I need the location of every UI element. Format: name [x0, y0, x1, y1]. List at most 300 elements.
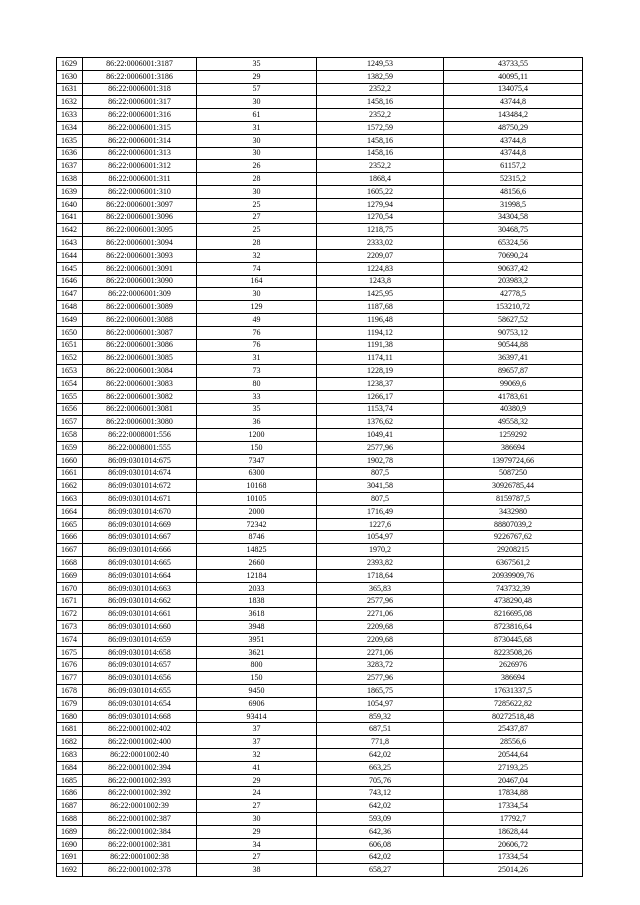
cadastral-number: 86:22:0001002:392 — [83, 787, 197, 800]
row-number: 1687 — [57, 800, 83, 813]
table-row — [57, 710, 583, 723]
table-row — [57, 493, 583, 506]
row-number: 1660 — [57, 454, 83, 467]
row-number: 1689 — [57, 825, 83, 838]
cadastral-number: 86:22:0001002:378 — [83, 864, 197, 877]
cadastral-number: 86:22:0001002:393 — [83, 774, 197, 787]
cadastral-number: 86:22:0006001:314 — [83, 134, 197, 147]
row-number: 1692 — [57, 864, 83, 877]
table-row — [57, 800, 583, 813]
cadastral-value-cell: 4738290,48 — [444, 595, 583, 608]
unit-value-cell: 663,25 — [317, 761, 444, 774]
unit-value-cell: 1376,62 — [317, 416, 444, 429]
cadastral-number: 86:09:0301014:663 — [83, 582, 197, 595]
unit-value-cell: 1902,78 — [317, 454, 444, 467]
table-row — [57, 736, 583, 749]
parcel-table — [56, 57, 583, 877]
unit-value-cell: 1605,22 — [317, 185, 444, 198]
row-number: 1670 — [57, 582, 83, 595]
unit-value-cell: 2271,06 — [317, 646, 444, 659]
area-cell: 37 — [197, 723, 317, 736]
unit-value-cell: 2209,68 — [317, 621, 444, 634]
area-cell: 10105 — [197, 493, 317, 506]
cadastral-number: 86:22:0006001:3093 — [83, 249, 197, 262]
table-row — [57, 787, 583, 800]
cadastral-number: 86:22:0006001:3095 — [83, 224, 197, 237]
table-row — [57, 851, 583, 864]
area-cell: 34 — [197, 838, 317, 851]
cadastral-number: 86:22:0001002:402 — [83, 723, 197, 736]
table-row — [57, 582, 583, 595]
area-cell: 2000 — [197, 505, 317, 518]
row-number: 1642 — [57, 224, 83, 237]
area-cell: 1838 — [197, 595, 317, 608]
unit-value-cell: 1718,64 — [317, 569, 444, 582]
cadastral-number: 86:09:0301014:674 — [83, 467, 197, 480]
table-row — [57, 224, 583, 237]
cadastral-value-cell: 88807039,2 — [444, 518, 583, 531]
unit-value-cell: 1227,6 — [317, 518, 444, 531]
cadastral-value-cell: 89657,87 — [444, 365, 583, 378]
cadastral-value-cell: 134075,4 — [444, 83, 583, 96]
cadastral-number: 86:09:0301014:670 — [83, 505, 197, 518]
table-row — [57, 365, 583, 378]
cadastral-value-cell: 90753,12 — [444, 326, 583, 339]
unit-value-cell: 3041,58 — [317, 480, 444, 493]
area-cell: 38 — [197, 864, 317, 877]
table-row — [57, 416, 583, 429]
cadastral-number: 86:22:0006001:3090 — [83, 275, 197, 288]
area-cell: 2660 — [197, 557, 317, 570]
table-row — [57, 429, 583, 442]
cadastral-number: 86:09:0301014:657 — [83, 659, 197, 672]
unit-value-cell: 2209,07 — [317, 249, 444, 262]
cadastral-value-cell: 6367561,2 — [444, 557, 583, 570]
cadastral-value-cell: 20467,04 — [444, 774, 583, 787]
unit-value-cell: 1153,74 — [317, 403, 444, 416]
cadastral-number: 86:22:0006001:309 — [83, 288, 197, 301]
cadastral-number: 86:09:0301014:656 — [83, 672, 197, 685]
unit-value-cell: 1572,59 — [317, 121, 444, 134]
unit-value-cell: 1279,94 — [317, 198, 444, 211]
table-row — [57, 109, 583, 122]
unit-value-cell: 2352,2 — [317, 109, 444, 122]
cadastral-value-cell: 203983,2 — [444, 275, 583, 288]
table-row — [57, 262, 583, 275]
area-cell: 14825 — [197, 544, 317, 557]
row-number: 1634 — [57, 121, 83, 134]
row-number: 1633 — [57, 109, 83, 122]
cadastral-value-cell: 29208215 — [444, 544, 583, 557]
row-number: 1656 — [57, 403, 83, 416]
area-cell: 26 — [197, 160, 317, 173]
area-cell: 29 — [197, 774, 317, 787]
cadastral-number: 86:22:0006001:317 — [83, 96, 197, 109]
table-row — [57, 160, 583, 173]
unit-value-cell: 2352,2 — [317, 160, 444, 173]
unit-value-cell: 807,5 — [317, 493, 444, 506]
table-row — [57, 83, 583, 96]
cadastral-number: 86:09:0301014:659 — [83, 633, 197, 646]
cadastral-value-cell: 25014,26 — [444, 864, 583, 877]
cadastral-number: 86:09:0301014:655 — [83, 685, 197, 698]
cadastral-value-cell: 7285622,82 — [444, 697, 583, 710]
row-number: 1684 — [57, 761, 83, 774]
parcel-table-body — [57, 58, 583, 877]
cadastral-value-cell: 43733,55 — [444, 58, 583, 71]
area-cell: 1200 — [197, 429, 317, 442]
area-cell: 25 — [197, 224, 317, 237]
cadastral-number: 86:22:0006001:3080 — [83, 416, 197, 429]
unit-value-cell: 1049,41 — [317, 429, 444, 442]
unit-value-cell: 1194,12 — [317, 326, 444, 339]
area-cell: 24 — [197, 787, 317, 800]
area-cell: 129 — [197, 301, 317, 314]
area-cell: 27 — [197, 851, 317, 864]
area-cell: 37 — [197, 736, 317, 749]
unit-value-cell: 2209,68 — [317, 633, 444, 646]
row-number: 1648 — [57, 301, 83, 314]
cadastral-number: 86:22:0006001:3091 — [83, 262, 197, 275]
area-cell: 6906 — [197, 697, 317, 710]
row-number: 1665 — [57, 518, 83, 531]
table-row — [57, 249, 583, 262]
row-number: 1632 — [57, 96, 83, 109]
area-cell: 12184 — [197, 569, 317, 582]
table-row — [57, 813, 583, 826]
area-cell: 61 — [197, 109, 317, 122]
area-cell: 6300 — [197, 467, 317, 480]
table-row — [57, 518, 583, 531]
cadastral-number: 86:22:0006001:3186 — [83, 70, 197, 83]
area-cell: 30 — [197, 185, 317, 198]
cadastral-number: 86:09:0301014:667 — [83, 531, 197, 544]
table-row — [57, 377, 583, 390]
unit-value-cell: 807,5 — [317, 467, 444, 480]
cadastral-value-cell: 386694 — [444, 672, 583, 685]
unit-value-cell: 2271,06 — [317, 608, 444, 621]
unit-value-cell: 687,51 — [317, 723, 444, 736]
row-number: 1631 — [57, 83, 83, 96]
row-number: 1681 — [57, 723, 83, 736]
cadastral-value-cell: 34304,58 — [444, 211, 583, 224]
cadastral-number: 86:22:0001002:40 — [83, 749, 197, 762]
row-number: 1666 — [57, 531, 83, 544]
cadastral-number: 86:22:0006001:313 — [83, 147, 197, 160]
cadastral-number: 86:22:0006001:3087 — [83, 326, 197, 339]
cadastral-number: 86:22:0006001:3089 — [83, 301, 197, 314]
unit-value-cell: 2352,2 — [317, 83, 444, 96]
cadastral-value-cell: 743732,39 — [444, 582, 583, 595]
table-row — [57, 749, 583, 762]
area-cell: 72342 — [197, 518, 317, 531]
unit-value-cell: 1868,4 — [317, 173, 444, 186]
cadastral-number: 86:22:0001002:384 — [83, 825, 197, 838]
table-row — [57, 134, 583, 147]
cadastral-value-cell: 20544,64 — [444, 749, 583, 762]
unit-value-cell: 1191,38 — [317, 339, 444, 352]
unit-value-cell: 2393,82 — [317, 557, 444, 570]
table-row — [57, 339, 583, 352]
area-cell: 150 — [197, 441, 317, 454]
area-cell: 30 — [197, 96, 317, 109]
area-cell: 3621 — [197, 646, 317, 659]
unit-value-cell: 1218,75 — [317, 224, 444, 237]
cadastral-value-cell: 17631337,5 — [444, 685, 583, 698]
cadastral-value-cell: 52315,2 — [444, 173, 583, 186]
cadastral-value-cell: 27193,25 — [444, 761, 583, 774]
row-number: 1657 — [57, 416, 83, 429]
unit-value-cell: 365,83 — [317, 582, 444, 595]
cadastral-value-cell: 40095,11 — [444, 70, 583, 83]
row-number: 1650 — [57, 326, 83, 339]
unit-value-cell: 606,08 — [317, 838, 444, 851]
row-number: 1662 — [57, 480, 83, 493]
unit-value-cell: 1458,16 — [317, 96, 444, 109]
row-number: 1678 — [57, 685, 83, 698]
row-number: 1688 — [57, 813, 83, 826]
area-cell: 93414 — [197, 710, 317, 723]
unit-value-cell: 2577,96 — [317, 595, 444, 608]
cadastral-number: 86:22:0006001:3083 — [83, 377, 197, 390]
table-row — [57, 352, 583, 365]
cadastral-value-cell: 2626976 — [444, 659, 583, 672]
table-row — [57, 147, 583, 160]
cadastral-value-cell: 42778,5 — [444, 288, 583, 301]
area-cell: 7347 — [197, 454, 317, 467]
cadastral-value-cell: 386694 — [444, 441, 583, 454]
cadastral-value-cell: 49558,32 — [444, 416, 583, 429]
table-row — [57, 288, 583, 301]
cadastral-number: 86:22:0008001:556 — [83, 429, 197, 442]
unit-value-cell: 642,02 — [317, 800, 444, 813]
row-number: 1630 — [57, 70, 83, 83]
row-number: 1635 — [57, 134, 83, 147]
row-number: 1645 — [57, 262, 83, 275]
area-cell: 9450 — [197, 685, 317, 698]
row-number: 1674 — [57, 633, 83, 646]
row-number: 1640 — [57, 198, 83, 211]
unit-value-cell: 1865,75 — [317, 685, 444, 698]
cadastral-number: 86:22:0006001:3088 — [83, 313, 197, 326]
row-number: 1651 — [57, 339, 83, 352]
row-number: 1667 — [57, 544, 83, 557]
cadastral-number: 86:22:0006001:311 — [83, 173, 197, 186]
row-number: 1658 — [57, 429, 83, 442]
unit-value-cell: 1970,2 — [317, 544, 444, 557]
area-cell: 41 — [197, 761, 317, 774]
table-row — [57, 313, 583, 326]
table-row — [57, 390, 583, 403]
cadastral-value-cell: 30926785,44 — [444, 480, 583, 493]
table-row — [57, 58, 583, 71]
cadastral-value-cell: 58627,52 — [444, 313, 583, 326]
area-cell: 73 — [197, 365, 317, 378]
cadastral-number: 86:22:0006001:3094 — [83, 237, 197, 250]
cadastral-value-cell: 17834,88 — [444, 787, 583, 800]
cadastral-value-cell: 90637,42 — [444, 262, 583, 275]
table-row — [57, 557, 583, 570]
cadastral-number: 86:09:0301014:664 — [83, 569, 197, 582]
cadastral-value-cell: 28556,6 — [444, 736, 583, 749]
table-row — [57, 621, 583, 634]
area-cell: 30 — [197, 288, 317, 301]
area-cell: 57 — [197, 83, 317, 96]
row-number: 1646 — [57, 275, 83, 288]
cadastral-value-cell: 18628,44 — [444, 825, 583, 838]
cadastral-number: 86:09:0301014:660 — [83, 621, 197, 634]
row-number: 1683 — [57, 749, 83, 762]
cadastral-value-cell: 17334,54 — [444, 851, 583, 864]
table-row — [57, 480, 583, 493]
cadastral-number: 86:09:0301014:661 — [83, 608, 197, 621]
cadastral-value-cell: 90544,88 — [444, 339, 583, 352]
area-cell: 800 — [197, 659, 317, 672]
cadastral-number: 86:22:0001002:394 — [83, 761, 197, 774]
row-number: 1685 — [57, 774, 83, 787]
table-row — [57, 198, 583, 211]
unit-value-cell: 2577,96 — [317, 441, 444, 454]
row-number: 1638 — [57, 173, 83, 186]
area-cell: 25 — [197, 198, 317, 211]
row-number: 1669 — [57, 569, 83, 582]
row-number: 1659 — [57, 441, 83, 454]
row-number: 1643 — [57, 237, 83, 250]
cadastral-value-cell: 41783,61 — [444, 390, 583, 403]
cadastral-value-cell: 5087250 — [444, 467, 583, 480]
row-number: 1664 — [57, 505, 83, 518]
cadastral-value-cell: 8216695,08 — [444, 608, 583, 621]
table-row — [57, 697, 583, 710]
table-row — [57, 531, 583, 544]
cadastral-value-cell: 17792,7 — [444, 813, 583, 826]
row-number: 1675 — [57, 646, 83, 659]
unit-value-cell: 1187,68 — [317, 301, 444, 314]
unit-value-cell: 1174,11 — [317, 352, 444, 365]
cadastral-value-cell: 99069,6 — [444, 377, 583, 390]
unit-value-cell: 1243,8 — [317, 275, 444, 288]
row-number: 1676 — [57, 659, 83, 672]
area-cell: 30 — [197, 134, 317, 147]
table-row — [57, 825, 583, 838]
row-number: 1663 — [57, 493, 83, 506]
cadastral-number: 86:09:0301014:666 — [83, 544, 197, 557]
table-row — [57, 121, 583, 134]
unit-value-cell: 1270,54 — [317, 211, 444, 224]
unit-value-cell: 1458,16 — [317, 134, 444, 147]
area-cell: 35 — [197, 58, 317, 71]
unit-value-cell: 1266,17 — [317, 390, 444, 403]
cadastral-value-cell: 80272518,48 — [444, 710, 583, 723]
area-cell: 80 — [197, 377, 317, 390]
row-number: 1639 — [57, 185, 83, 198]
table-row — [57, 838, 583, 851]
table-row — [57, 301, 583, 314]
row-number: 1644 — [57, 249, 83, 262]
row-number: 1661 — [57, 467, 83, 480]
cadastral-number: 86:22:0001002:39 — [83, 800, 197, 813]
cadastral-value-cell: 48750,29 — [444, 121, 583, 134]
table-row — [57, 544, 583, 557]
cadastral-number: 86:22:0001002:387 — [83, 813, 197, 826]
table-row — [57, 659, 583, 672]
cadastral-value-cell: 61157,2 — [444, 160, 583, 173]
unit-value-cell: 771,8 — [317, 736, 444, 749]
row-number: 1680 — [57, 710, 83, 723]
area-cell: 2033 — [197, 582, 317, 595]
row-number: 1654 — [57, 377, 83, 390]
cadastral-value-cell: 8159787,5 — [444, 493, 583, 506]
area-cell: 29 — [197, 70, 317, 83]
unit-value-cell: 1425,95 — [317, 288, 444, 301]
area-cell: 76 — [197, 326, 317, 339]
row-number: 1690 — [57, 838, 83, 851]
area-cell: 27 — [197, 211, 317, 224]
unit-value-cell: 1228,19 — [317, 365, 444, 378]
unit-value-cell: 1249,53 — [317, 58, 444, 71]
table-row — [57, 173, 583, 186]
cadastral-value-cell: 65324,56 — [444, 237, 583, 250]
area-cell: 8746 — [197, 531, 317, 544]
row-number: 1679 — [57, 697, 83, 710]
area-cell: 28 — [197, 173, 317, 186]
cadastral-number: 86:09:0301014:671 — [83, 493, 197, 506]
table-row — [57, 685, 583, 698]
area-cell: 31 — [197, 352, 317, 365]
row-number: 1636 — [57, 147, 83, 160]
area-cell: 76 — [197, 339, 317, 352]
row-number: 1672 — [57, 608, 83, 621]
unit-value-cell: 1238,37 — [317, 377, 444, 390]
row-number: 1673 — [57, 621, 83, 634]
cadastral-value-cell: 1259292 — [444, 429, 583, 442]
area-cell: 150 — [197, 672, 317, 685]
cadastral-value-cell: 9226767,62 — [444, 531, 583, 544]
table-row — [57, 275, 583, 288]
row-number: 1641 — [57, 211, 83, 224]
table-row — [57, 864, 583, 877]
cadastral-number: 86:09:0301014:668 — [83, 710, 197, 723]
cadastral-value-cell: 40380,9 — [444, 403, 583, 416]
cadastral-number: 86:22:0006001:3097 — [83, 198, 197, 211]
row-number: 1652 — [57, 352, 83, 365]
cadastral-number: 86:22:0001002:381 — [83, 838, 197, 851]
area-cell: 3948 — [197, 621, 317, 634]
area-cell: 49 — [197, 313, 317, 326]
cadastral-value-cell: 43744,8 — [444, 134, 583, 147]
table-row — [57, 761, 583, 774]
area-cell: 35 — [197, 403, 317, 416]
table-row — [57, 595, 583, 608]
table-row — [57, 211, 583, 224]
row-number: 1686 — [57, 787, 83, 800]
cadastral-value-cell: 36397,41 — [444, 352, 583, 365]
row-number: 1629 — [57, 58, 83, 71]
table-row — [57, 569, 583, 582]
area-cell: 10168 — [197, 480, 317, 493]
cadastral-value-cell: 31998,5 — [444, 198, 583, 211]
cadastral-value-cell: 25437,87 — [444, 723, 583, 736]
table-row — [57, 505, 583, 518]
area-cell: 33 — [197, 390, 317, 403]
area-cell: 27 — [197, 800, 317, 813]
cadastral-value-cell: 3432980 — [444, 505, 583, 518]
row-number: 1668 — [57, 557, 83, 570]
unit-value-cell: 1196,48 — [317, 313, 444, 326]
area-cell: 164 — [197, 275, 317, 288]
table-row — [57, 633, 583, 646]
unit-value-cell: 593,09 — [317, 813, 444, 826]
